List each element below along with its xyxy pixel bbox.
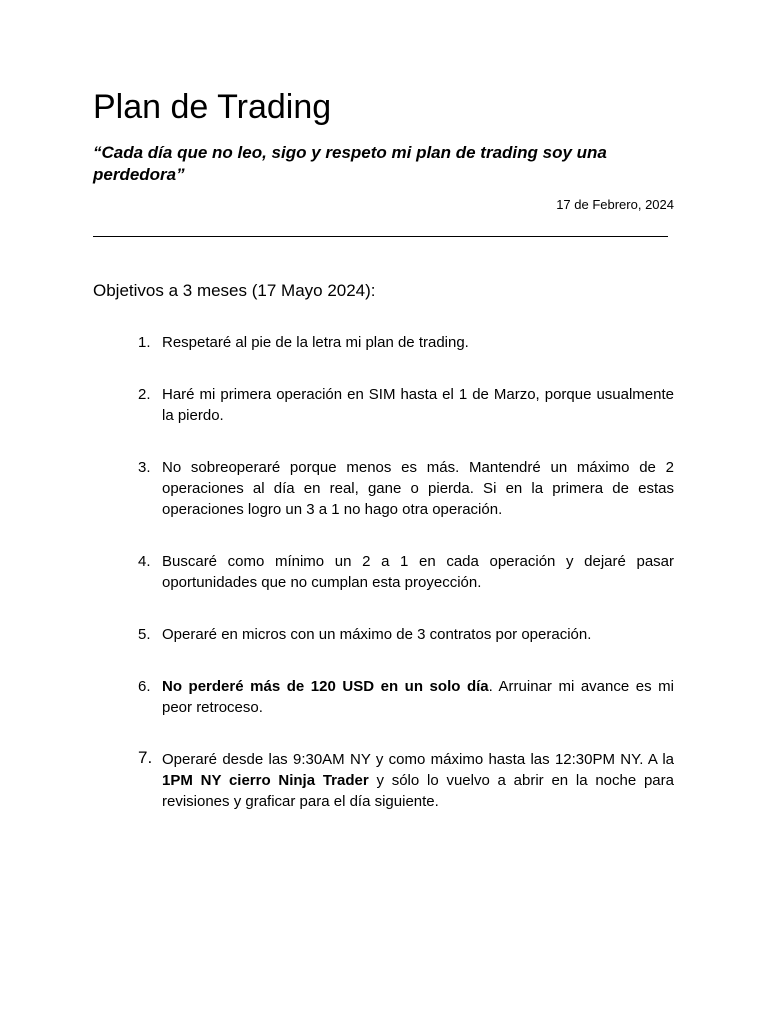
motto-quote: “Cada día que no leo, sigo y respeto mi plan de trading soy una perdedora”: [93, 143, 607, 184]
list-item: [138, 384, 674, 426]
item-number: 5.: [138, 626, 151, 643]
item-bold-text: No perderé más de 120 USD en un solo día: [162, 678, 489, 695]
item-text: Buscaré como mínimo un 2 a 1 en cada operación y dejaré pasar oportunidades que no cumplan esta proyección.: [162, 553, 674, 591]
item-number: 1.: [138, 334, 151, 351]
item-text: Haré mi primera operación en SIM hasta el 1 de Marzo, porque usualmente la pierdo.: [162, 386, 674, 424]
horizontal-rule: [93, 236, 668, 237]
item-text: No sobreoperaré porque menos es más. Mantendré un máximo de 2 operaciones al día en real, gane o pierda. Si en la primera de estas operaciones logro un 3 a 1 no hago otra operación.: [162, 459, 674, 518]
objectives-list: [138, 332, 674, 843]
item-number: 2.: [138, 386, 151, 403]
item-text-pre: Operaré desde las 9:30AM NY y como máximo hasta las 12:30PM NY. A la: [162, 751, 674, 768]
list-item: [138, 676, 674, 718]
item-number: 6.: [138, 678, 151, 695]
list-item: [138, 332, 674, 353]
item-text: Respetaré al pie de la letra mi plan de trading.: [162, 334, 469, 351]
list-item: [138, 551, 674, 593]
objectives-heading: Objetivos a 3 meses (17 Mayo 2024):: [93, 281, 376, 300]
item-number: 3.: [138, 459, 151, 476]
item-text: Operaré en micros con un máximo de 3 contratos por operación.: [162, 626, 592, 643]
list-item: [138, 749, 674, 812]
list-item: [138, 457, 674, 520]
item-number: 7.: [138, 748, 153, 767]
document-date: 17 de Febrero, 2024: [556, 197, 674, 212]
list-item: [138, 624, 674, 645]
item-text-post: y sólo lo vuelvo a abrir en la noche para revisiones y graficar para el día siguiente.: [162, 772, 674, 810]
document-title: Plan de Trading: [93, 88, 332, 126]
item-text: . Arruinar mi avance es mi peor retroceso.: [162, 678, 674, 716]
item-number: 4.: [138, 553, 151, 570]
item-bold-text: 1PM NY cierro Ninja Trader: [162, 772, 369, 789]
